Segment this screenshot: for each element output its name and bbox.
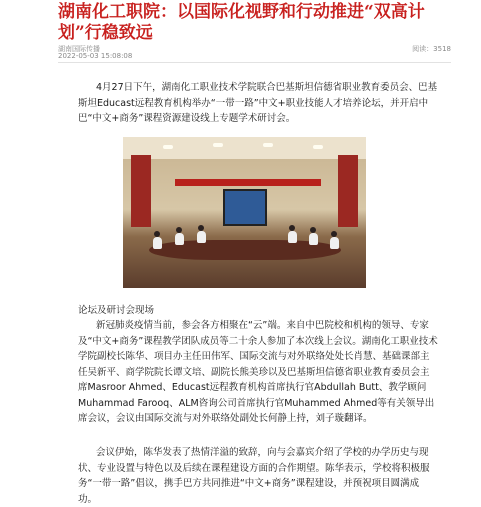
view-count: 阅读：3518 — [412, 45, 451, 53]
ceiling-light — [163, 145, 173, 149]
photo-caption: 论坛及研讨会现场 — [78, 305, 155, 316]
attendee-head — [289, 225, 295, 231]
attendee — [197, 231, 206, 243]
paragraph-attendees: 新冠肺炎疫情当前，参会各方相聚在“云”端。来自中巴院校和机构的领导、专家及“中文+商务”课程教学团队成员等二十余人参加了本次线上会议。湖南化工职业技术学院副校长陈华、项目办主任田伟军、国际交流与对外联络处处长肖慧、基础课部主任吴新平、商学院院长谭文培、副院长熊美珍以及巴基斯坦信德省职业教育委员会主席Masroor Ahmed、Educast远程教育机构首席执行官Abdullah Butt、教学顾问Muhammad Farooq、ALM咨询公司首席执行官Muhammed Ahmed等有关领导出席会议，会议由国际交流与对外联络处副处长何静上持，刘子璇翻译。 — [78, 320, 438, 424]
photo-ceiling — [123, 137, 366, 159]
attendee — [309, 233, 318, 245]
article-date: 2022-05-03 15:08:08 — [58, 52, 133, 60]
video-screen — [223, 189, 267, 226]
curtain-right — [338, 155, 358, 227]
attendee-head — [310, 227, 316, 233]
attendee — [288, 231, 297, 243]
attendee — [330, 237, 339, 249]
attendee-head — [154, 231, 160, 237]
red-banner — [175, 179, 321, 186]
ceiling-light — [313, 145, 323, 149]
header-divider — [58, 62, 451, 63]
conference-photo — [123, 137, 366, 288]
paragraph-intro: 4月27日下午，湖南化工职业技术学院联合巴基斯坦信德省职业教育委员会、巴基斯坦Educast远程教育机构举办“一带一路”中文+职业技能人才培养论坛，并开启中巴“中文+商务”课程资源建设线上专题学术研讨会。 — [78, 82, 438, 124]
article-title: 湖南化工职院：以国际化视野和行动推进“双高计划”行稳致远 — [58, 2, 425, 43]
paragraph-opening: 会议伊始，陈华发表了热情洋溢的致辞，向与会嘉宾介绍了学校的办学历史与现状、专业设置与特色以及后续在课程建设方面的合作期望。陈华表示，学校将积极服务“一带一路”倡议，携手巴方共同推进“中文+商务”课程建设，并预祝项目圆满成功。 — [78, 447, 430, 505]
ceiling-light — [213, 143, 223, 147]
attendee — [153, 237, 162, 249]
attendee-head — [198, 225, 204, 231]
attendee — [175, 233, 184, 245]
article-source: 湖南国际传播 — [58, 45, 100, 53]
ceiling-light — [263, 143, 273, 147]
curtain-left — [131, 155, 151, 227]
attendee-head — [331, 231, 337, 237]
attendee-head — [176, 227, 182, 233]
